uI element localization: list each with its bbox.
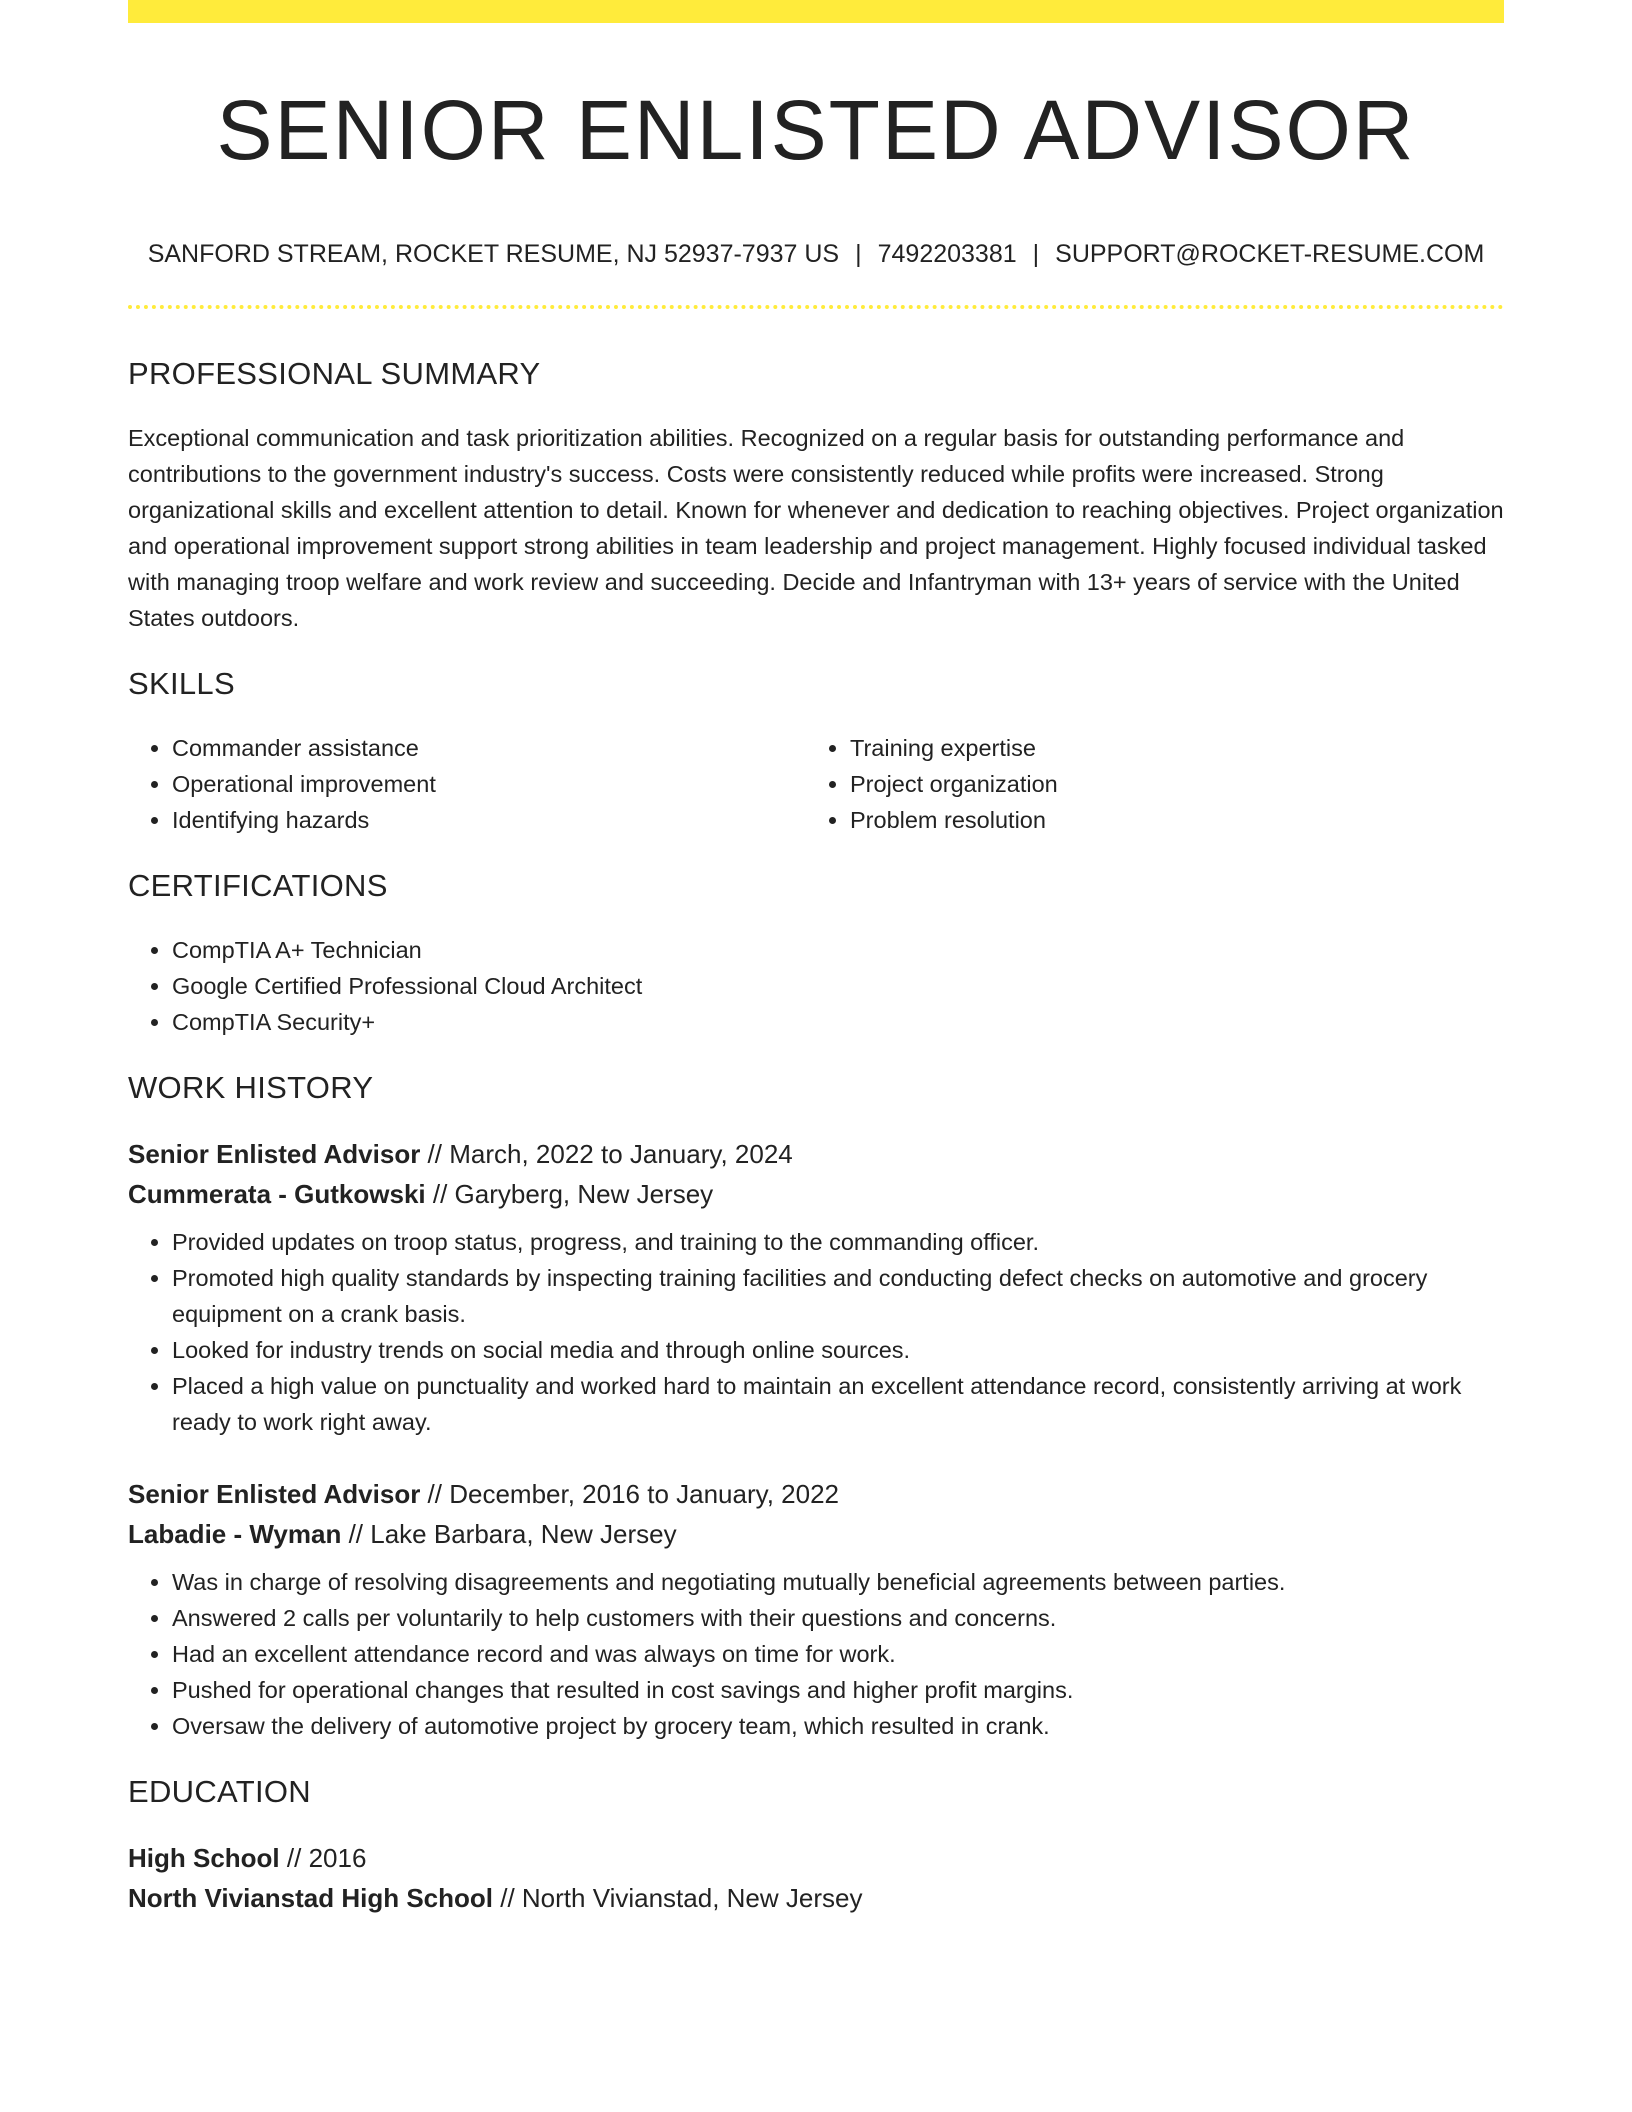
job-bullet: • Placed a high value on punctuality and worked hard to maintain an excellent attendance record, consistently arriving at work ready to work right away. (172, 1368, 1504, 1440)
contact-phone: 7492203381 (877, 240, 1017, 268)
education-year: // 2016 (279, 1843, 367, 1873)
job-bullet: • Oversaw the delivery of automotive project by grocery team, which resulted in crank. (172, 1708, 1504, 1744)
certifications-section (128, 864, 1504, 1040)
certification-item: • CompTIA A+ Technician (172, 932, 1504, 968)
certification-item: • Google Certified Professional Cloud Architect (172, 968, 1504, 1004)
accent-top-bar (128, 0, 1504, 23)
section-title-skills: SKILLS (128, 666, 235, 701)
skills-grid (128, 730, 1504, 838)
contact-line (128, 236, 1504, 272)
skills-section (128, 662, 1504, 838)
education-location: // North Vivianstad, New Jersey (493, 1883, 863, 1913)
certification-item: • CompTIA Security+ (172, 1004, 1504, 1040)
job-company-line (128, 1174, 1504, 1214)
resume-body (128, 352, 1504, 1918)
job-bullet: • Promoted high quality standards by inspecting training facilities and conducting defect checks on automotive and grocery equipment on a crank basis. (172, 1260, 1504, 1332)
job-location: // Garyberg, New Jersey (425, 1179, 714, 1209)
job-company-line (128, 1514, 1504, 1554)
summary-text: Exceptional communication and task prioritization abilities. Recognized on a regular basis for outstanding performance and contributions to the government industry's success. Costs were consistently reduced while profits were increased. Strong organizational skills and excellent attention to detail. Known for whenever and dedication to reaching objectives. Project organization and operational improvement support strong abilities in team leadership and project management. Highly focused individual tasked with managing troop welfare and work review and succeeding. Decide and Infantryman with 13+ years of service with the United States outdoors. (128, 425, 1504, 631)
summary-section (128, 352, 1504, 636)
job-entry (128, 1474, 1504, 1744)
job-bullet: • Was in charge of resolving disagreements and negotiating mutually beneficial agreements between parties. (172, 1564, 1504, 1600)
job-title-line (128, 1474, 1504, 1514)
skill-item: • Training expertise (850, 730, 1484, 766)
education-school: North Vivianstad High School (128, 1883, 494, 1913)
section-title-work-history: WORK HISTORY (128, 1070, 374, 1105)
skills-column-left (128, 730, 806, 838)
work-history-section (128, 1066, 1504, 1744)
job-dates: // March, 2022 to January, 2024 (420, 1139, 793, 1169)
skill-item: • Commander assistance (172, 730, 806, 766)
dotted-divider (128, 305, 1504, 309)
job-bullet: • Pushed for operational changes that resulted in cost savings and higher profit margins. (172, 1672, 1504, 1708)
job-dates: // December, 2016 to January, 2022 (420, 1479, 839, 1509)
section-title-summary: PROFESSIONAL SUMMARY (128, 356, 541, 391)
section-title-education: EDUCATION (128, 1774, 311, 1809)
certifications-list (128, 932, 1504, 1040)
contact-separator: | (1032, 240, 1040, 268)
education-section (128, 1770, 1504, 1918)
skills-column-right (806, 730, 1484, 838)
job-bullet: • Answered 2 calls per voluntarily to help customers with their questions and concerns. (172, 1600, 1504, 1636)
section-title-certifications: CERTIFICATIONS (128, 868, 388, 903)
job-company: Cummerata - Gutkowski (128, 1179, 426, 1209)
job-role: Senior Enlisted Advisor (128, 1139, 421, 1169)
contact-address: SANFORD STREAM, ROCKET RESUME, NJ 52937-7937 US (147, 240, 840, 268)
job-location: // Lake Barbara, New Jersey (341, 1519, 677, 1549)
job-bullet: • Provided updates on troop status, progress, and training to the commanding officer. (172, 1224, 1504, 1260)
job-bullet: • Had an excellent attendance record and was always on time for work. (172, 1636, 1504, 1672)
skill-item: • Problem resolution (850, 802, 1484, 838)
contact-email: SUPPORT@ROCKET-RESUME.COM (1055, 240, 1485, 268)
skill-item: • Operational improvement (172, 766, 806, 802)
job-bullet-list (128, 1224, 1504, 1440)
job-company: Labadie - Wyman (128, 1519, 342, 1549)
resume-name: SENIOR ENLISTED ADVISOR (216, 83, 1416, 177)
skill-item: • Identifying hazards (172, 802, 806, 838)
job-title-line (128, 1134, 1504, 1174)
education-degree: High School (128, 1843, 280, 1873)
job-bullet: • Looked for industry trends on social media and through online sources. (172, 1332, 1504, 1368)
job-bullet-list (128, 1564, 1504, 1744)
job-entry (128, 1134, 1504, 1440)
skill-item: • Project organization (850, 766, 1484, 802)
contact-separator: | (855, 240, 862, 268)
job-role: Senior Enlisted Advisor (128, 1479, 421, 1509)
education-degree-line (128, 1838, 1504, 1878)
education-school-line (128, 1878, 1504, 1918)
